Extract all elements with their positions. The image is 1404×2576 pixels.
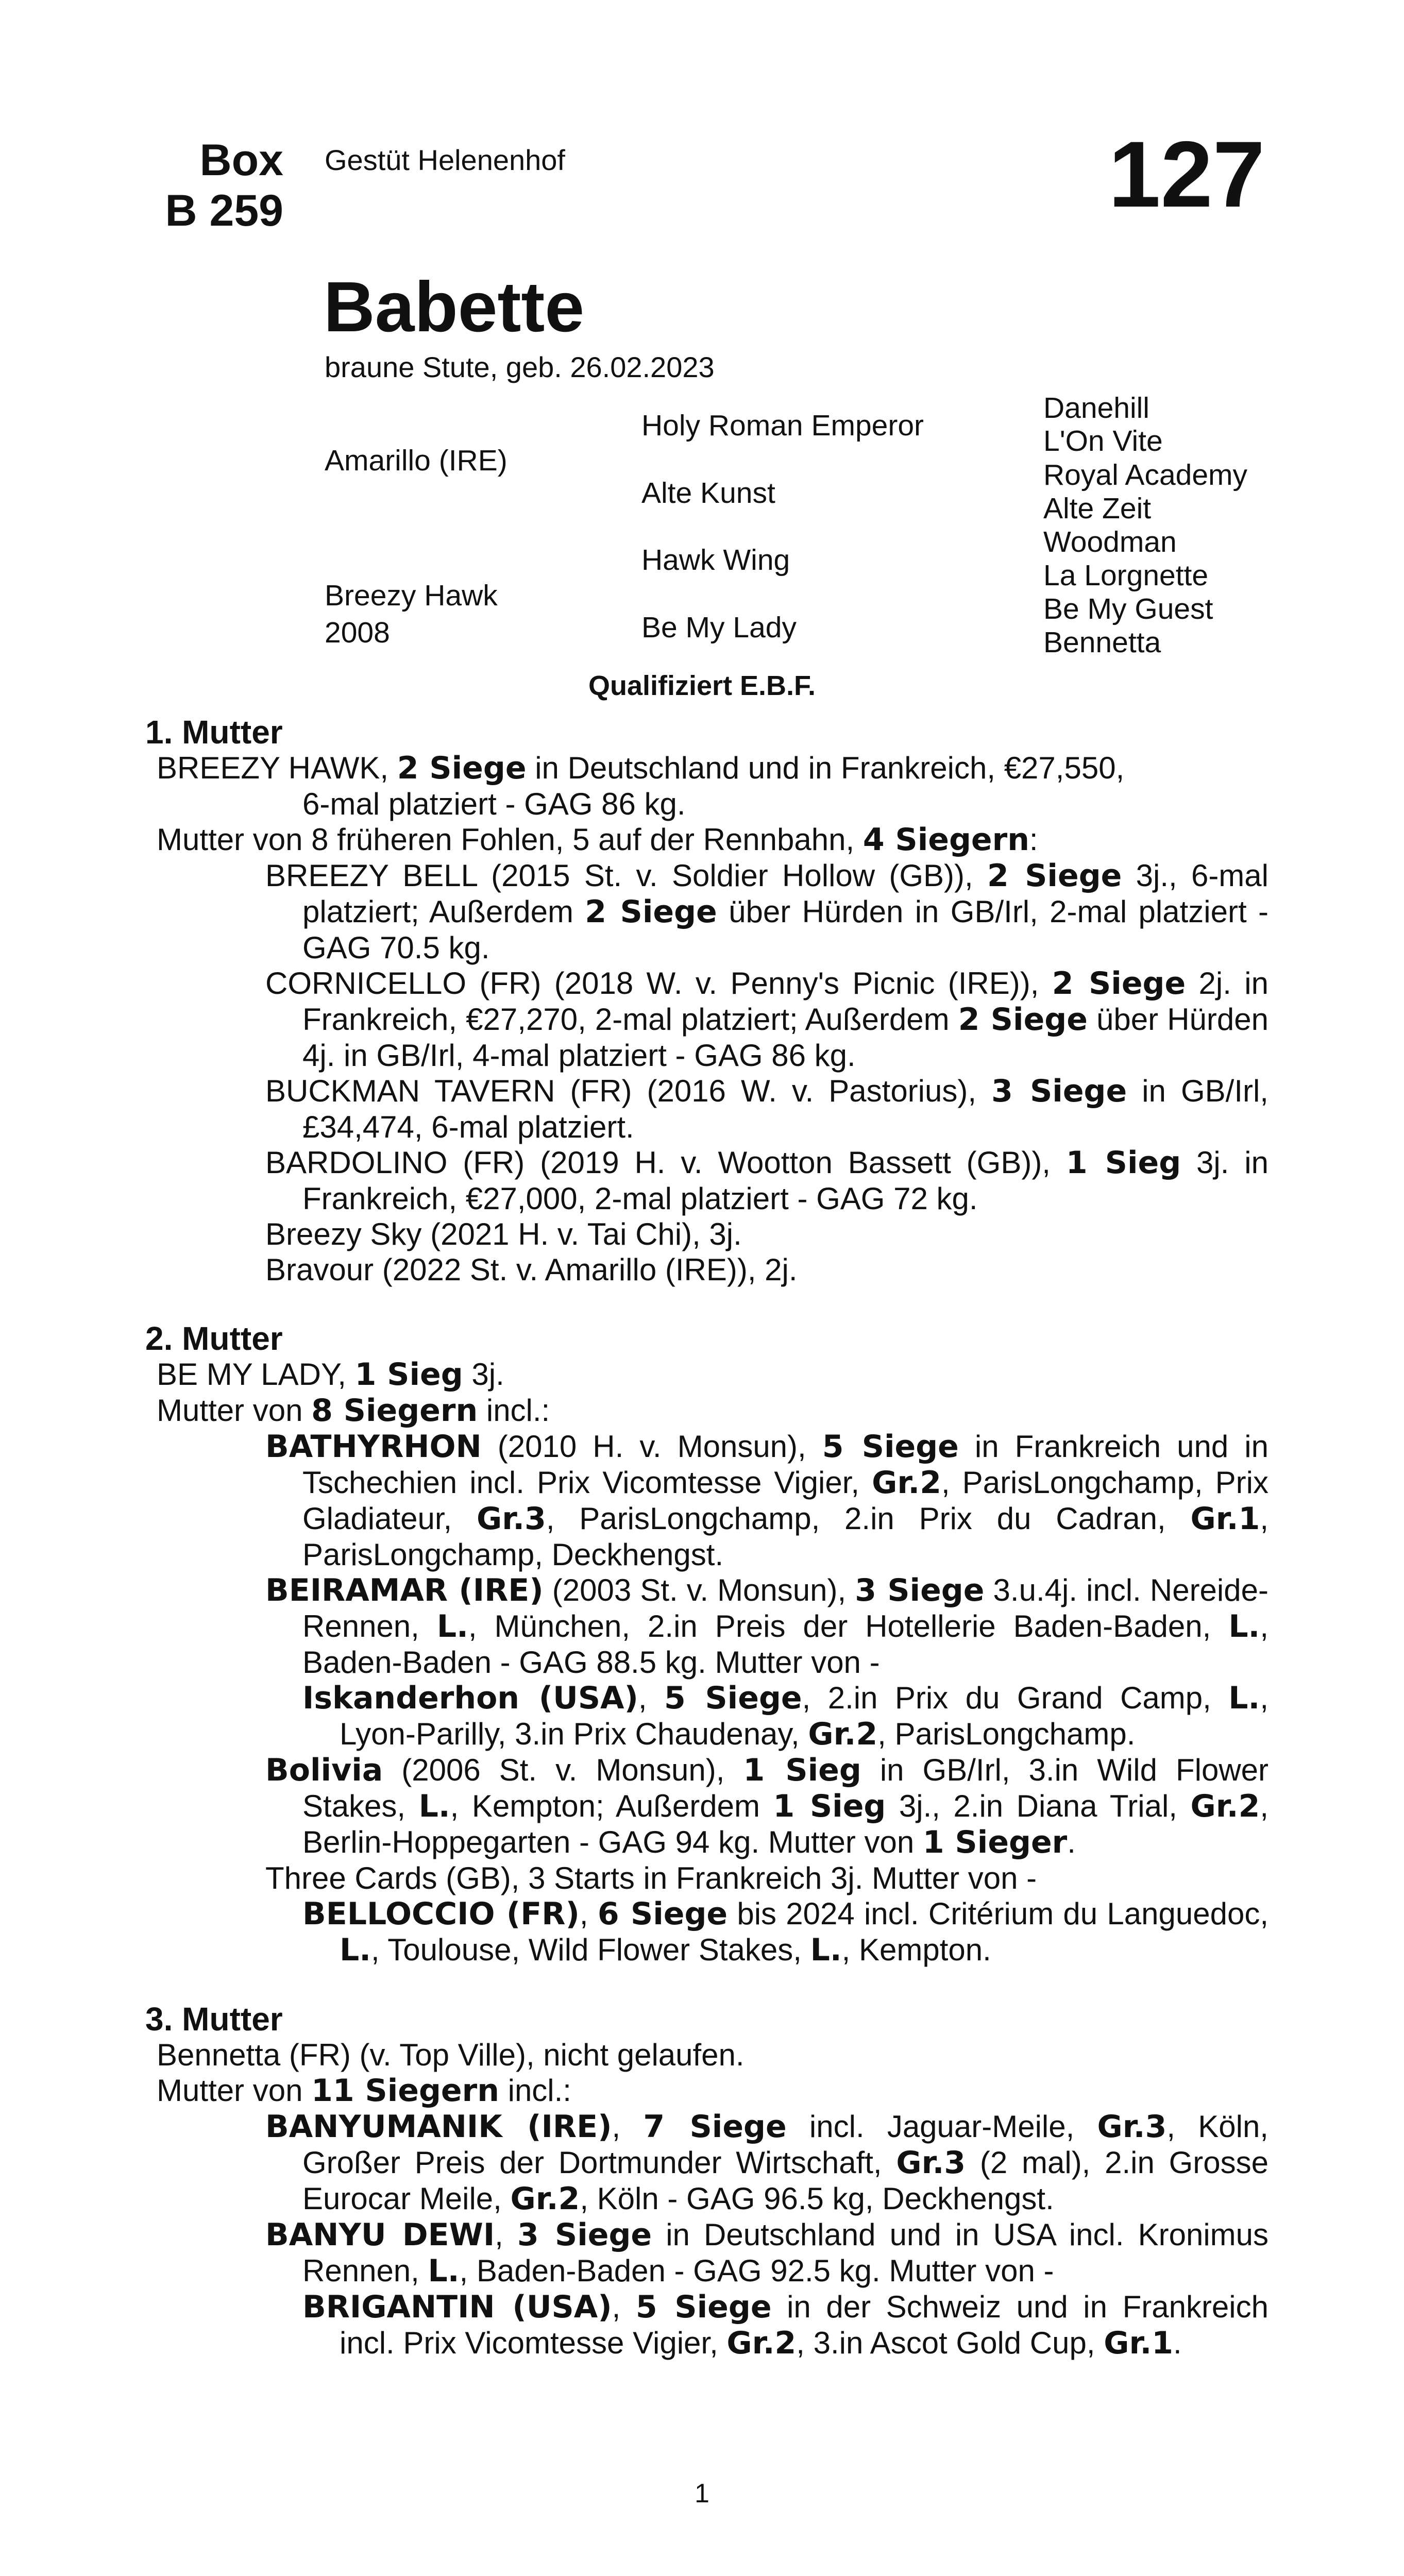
entry-text: in Frankreich und in Tschechien incl. Prix Vicomtesse Vigier,	[302, 1429, 1268, 1500]
emphasis-text: Gr.1	[1104, 2325, 1174, 2361]
emphasis-text: Gr.1	[1190, 1501, 1260, 1537]
emphasis-text: BATHYRHON	[265, 1429, 482, 1465]
entry-text: ,	[638, 1681, 665, 1715]
entry-text: BUCKMAN TAVERN (FR) (2016 W. v. Pastorius),	[265, 1074, 992, 1108]
entry-line	[145, 1252, 1268, 1287]
horse-description: braune Stute, geb. 26.02.2023	[325, 351, 715, 383]
entry-line	[145, 1429, 1268, 1572]
entry-text: , München, 2.in Preis der Hotellerie Baden-Baden,	[468, 1609, 1229, 1643]
emphasis-text: 3 Siege	[855, 1572, 985, 1608]
entry-text: 3j., 2.in Diana Trial,	[886, 1789, 1191, 1823]
entry-text: Three Cards (GB), 3 Starts in Frankreich 3j. Mutter von -	[265, 1861, 1037, 1895]
emphasis-text: 7 Siege	[643, 2109, 787, 2145]
entry-text: in Deutschland und in Frankreich, €27,550,	[526, 751, 1125, 785]
pedigree-dam-sire: Hawk Wing	[641, 544, 790, 577]
pedigree-dam-year: 2008	[325, 616, 390, 649]
emphasis-text: 11 Siegern	[311, 2073, 499, 2109]
entry-text: Breezy Sky (2021 H. v. Tai Chi), 3j.	[265, 1217, 742, 1251]
entry-text: BE MY LADY,	[157, 1357, 355, 1392]
emphasis-text: L.	[810, 1932, 842, 1968]
entry-text: , Toulouse, Wild Flower Stakes,	[371, 1933, 810, 1967]
entry-line	[182, 2289, 1268, 2361]
box-label: Box	[199, 135, 283, 185]
emphasis-text: 3 Siege	[517, 2217, 652, 2253]
entry-text: , Baden-Baden - GAG 92.5 kg. Mutter von -	[459, 2253, 1054, 2288]
emphasis-text: L.	[418, 1788, 450, 1824]
entry-text: ,	[612, 2290, 636, 2324]
stud-name: Gestüt Helenenhof	[325, 144, 565, 176]
entry-text: Bravour (2022 St. v. Amarillo (IRE)), 2j.	[265, 1252, 798, 1287]
emphasis-text: L.	[340, 1932, 371, 1968]
emphasis-text: 1 Sieger	[922, 1824, 1068, 1860]
emphasis-text: Gr.2	[1190, 1788, 1260, 1824]
entry-text: Bennetta (FR) (v. Top Ville), nicht gelaufen.	[157, 2038, 745, 2072]
entry-text: (2010 H. v. Monsun),	[481, 1429, 822, 1464]
entry-text: bis 2024 incl. Critérium du Languedoc,	[728, 1896, 1268, 1931]
emphasis-text: 5 Siege	[664, 1680, 802, 1716]
entry-text: , ParisLongchamp, 2.in Prix du Cadran,	[546, 1501, 1191, 1536]
entry-text: , ParisLongchamp, Prix Gladiateur,	[302, 1465, 1268, 1536]
emphasis-text: L.	[428, 2253, 460, 2289]
entry-text: , ParisLongchamp, Deckhengst.	[302, 1501, 1269, 1572]
entry-text: ,	[579, 1896, 598, 1931]
pedigree-dam: Breezy Hawk	[325, 579, 498, 612]
section-gap	[145, 1287, 1268, 1320]
emphasis-text: Iskanderhon (USA)	[302, 1680, 638, 1716]
emphasis-text: 2 Siege	[397, 750, 527, 786]
emphasis-text: Gr.3	[477, 1501, 546, 1537]
page-number: 1	[695, 2479, 709, 2509]
lot-number: 127	[1108, 122, 1265, 227]
entry-text: 3j.	[463, 1357, 504, 1392]
entry-text: , Baden-Baden - GAG 88.5 kg. Mutter von -	[302, 1609, 1269, 1680]
entry-line	[145, 1752, 1268, 1860]
emphasis-text: BANYUMANIK (IRE)	[265, 2109, 612, 2145]
emphasis-text: 8 Siegern	[311, 1393, 478, 1429]
emphasis-text: 1 Sieg	[743, 1752, 861, 1788]
emphasis-text: L.	[1228, 1680, 1260, 1716]
entry-text: BREEZY HAWK,	[157, 751, 397, 785]
entry-text: 3.u.4j. incl. Nereide-Rennen,	[302, 1573, 1268, 1643]
entry-text: , Kempton.	[841, 1933, 991, 1967]
entry-text: in GB/Irl, 3.in Wild Flower Stakes,	[302, 1753, 1268, 1823]
entry-line	[145, 965, 1268, 1073]
entry-text: ,	[495, 2217, 517, 2252]
entry-line	[145, 2217, 1268, 2289]
section-title: 3. Mutter	[145, 2001, 283, 2038]
entry-text: , Köln, Großer Preis der Dortmunder Wirtschaft,	[302, 2109, 1268, 2180]
section-title: 1. Mutter	[145, 714, 283, 751]
entry-text: (2006 St. v. Monsun),	[383, 1753, 743, 1787]
entry-line	[145, 750, 1268, 786]
entry-text: , ParisLongchamp.	[877, 1717, 1136, 1751]
section-title: 2. Mutter	[145, 1320, 283, 1357]
entry-line	[145, 1145, 1268, 1216]
qualification-note: Qualifiziert E.B.F.	[588, 670, 816, 701]
emphasis-text: L.	[436, 1608, 468, 1645]
box-code: B 259	[165, 186, 283, 235]
emphasis-text: Gr.2	[872, 1465, 941, 1501]
emphasis-text: BEIRAMAR (IRE)	[265, 1572, 544, 1608]
entry-line	[182, 1680, 1268, 1752]
entry-text: , 2.in Prix du Grand Camp,	[802, 1681, 1229, 1715]
emphasis-text: 4 Siegern	[862, 822, 1029, 858]
entry-text: incl. Jaguar-Meile,	[786, 2109, 1097, 2144]
pedigree-g3-4: Alte Zeit	[1043, 492, 1152, 525]
entry-text: Mutter von 8 früheren Fohlen, 5 auf der Rennbahn,	[157, 822, 863, 857]
emphasis-text: BANYU DEWI	[265, 2217, 495, 2253]
emphasis-text: 1 Sieg	[773, 1788, 886, 1824]
emphasis-text: 2 Siege	[987, 858, 1122, 894]
entry-text: 3j. in Frankreich, €27,000, 2-mal platziert - GAG 72 kg.	[302, 1145, 1268, 1216]
entry-line	[145, 786, 1268, 822]
entry-line	[145, 858, 1268, 965]
emphasis-text: 6 Siege	[597, 1896, 728, 1932]
entry-text: ,	[612, 2109, 644, 2144]
entry-line	[145, 2073, 1268, 2109]
entry-text: (2003 St. v. Monsun),	[543, 1573, 855, 1607]
pedigree-sire-dam: Alte Kunst	[641, 477, 775, 510]
pedigree-g3-2: L'On Vite	[1043, 425, 1163, 457]
entry-text: , Berlin-Hoppegarten - GAG 94 kg. Mutter von	[302, 1789, 1268, 1859]
entry-text: Mutter von	[157, 1393, 312, 1428]
horse-name: Babette	[324, 267, 585, 347]
entry-text: BARDOLINO (FR) (2019 H. v. Wootton Bassett (GB)),	[265, 1145, 1066, 1180]
emphasis-text: Gr.2	[510, 2181, 580, 2217]
pedigree-g3-1: Danehill	[1043, 392, 1149, 425]
entry-text: , 3.in Ascot Gold Cup,	[796, 2326, 1104, 2360]
entry-line	[145, 2037, 1268, 2073]
entry-text: Mutter von	[157, 2073, 312, 2108]
emphasis-text: BELLOCCIO (FR)	[302, 1896, 580, 1932]
entry-text: .	[1173, 2326, 1182, 2360]
emphasis-text: Gr.2	[726, 2325, 797, 2361]
entry-text: in der Schweiz und in Frankreich incl. Prix Vicomtesse Vigier,	[340, 2290, 1268, 2360]
emphasis-text: Gr.3	[896, 2145, 966, 2181]
box-number	[144, 135, 283, 236]
entry-line	[145, 1357, 1268, 1393]
emphasis-text: Gr.3	[1097, 2109, 1167, 2145]
pedigree-g3-8: Bennetta	[1043, 626, 1161, 659]
entry-text: CORNICELLO (FR) (2018 W. v. Penny's Picnic (IRE)),	[265, 966, 1052, 1001]
entry-text: BREEZY BELL (2015 St. v. Soldier Hollow (GB)),	[265, 858, 987, 893]
emphasis-text: 2 Siege	[958, 1002, 1088, 1038]
section-gap	[145, 1968, 1268, 2001]
emphasis-text: Bolivia	[265, 1752, 383, 1788]
entry-text: , Kempton; Außerdem	[450, 1789, 773, 1823]
emphasis-text: L.	[1228, 1608, 1260, 1645]
emphasis-text: BRIGANTIN (USA)	[302, 2289, 612, 2325]
entry-text: über Hürden in GB/Irl, 2-mal platziert - GAG 70.5 kg.	[302, 894, 1268, 965]
entry-line	[145, 822, 1268, 858]
entry-text: , Köln - GAG 96.5 kg, Deckhengst.	[580, 2181, 1054, 2216]
entry-text: über Hürden 4j. in GB/Irl, 4-mal platziert - GAG 86 kg.	[302, 1002, 1268, 1073]
entry-text: (2 mal), 2.in Grosse Eurocar Meile,	[302, 2145, 1268, 2216]
entry-text: 3j., 6-mal platziert; Außerdem	[302, 858, 1268, 929]
entry-line	[145, 1572, 1268, 1680]
entry-line	[182, 1896, 1268, 1968]
pedigree-g3-5: Woodman	[1043, 526, 1177, 558]
pedigree-dam-dam: Be My Lady	[641, 611, 797, 644]
emphasis-text: 2 Siege	[1052, 965, 1186, 1002]
pedigree-sire-sire: Holy Roman Emperor	[641, 409, 924, 442]
pedigree-g3-3: Royal Academy	[1043, 459, 1248, 492]
emphasis-text: 1 Sieg	[354, 1357, 463, 1393]
emphasis-text: 3 Siege	[991, 1073, 1127, 1109]
entry-text: 6-mal platziert - GAG 86 kg.	[302, 787, 686, 821]
entry-text: in Deutschland und in USA incl. Kronimus Rennen,	[302, 2217, 1268, 2288]
pedigree-g3-7: Be My Guest	[1043, 592, 1213, 625]
entry-line	[145, 1073, 1268, 1145]
pedigree-g3-6: La Lorgnette	[1043, 559, 1209, 592]
entry-line	[145, 1393, 1268, 1429]
emphasis-text: 5 Siege	[822, 1429, 959, 1465]
entry-line	[145, 1216, 1268, 1252]
entry-line	[145, 1860, 1268, 1896]
entry-text: .	[1067, 1825, 1076, 1859]
dam-lines	[145, 714, 1268, 2361]
entry-text: , Lyon-Parilly, 3.in Prix Chaudenay,	[340, 1681, 1268, 1751]
emphasis-text: 2 Siege	[585, 894, 717, 930]
entry-text: 2j. in Frankreich, €27,270, 2-mal platziert; Außerdem	[302, 966, 1268, 1037]
entry-text: incl.:	[478, 1393, 550, 1428]
emphasis-text: 5 Siege	[635, 2289, 772, 2325]
emphasis-text: Gr.2	[808, 1716, 878, 1752]
pedigree-sire: Amarillo (IRE)	[325, 444, 508, 477]
entry-text: incl.:	[499, 2073, 571, 2108]
entry-line	[145, 2109, 1268, 2217]
emphasis-text: 1 Sieg	[1065, 1145, 1181, 1181]
entry-text: :	[1029, 822, 1038, 857]
entry-text: in GB/Irl, £34,474, 6-mal platziert.	[302, 1074, 1268, 1144]
